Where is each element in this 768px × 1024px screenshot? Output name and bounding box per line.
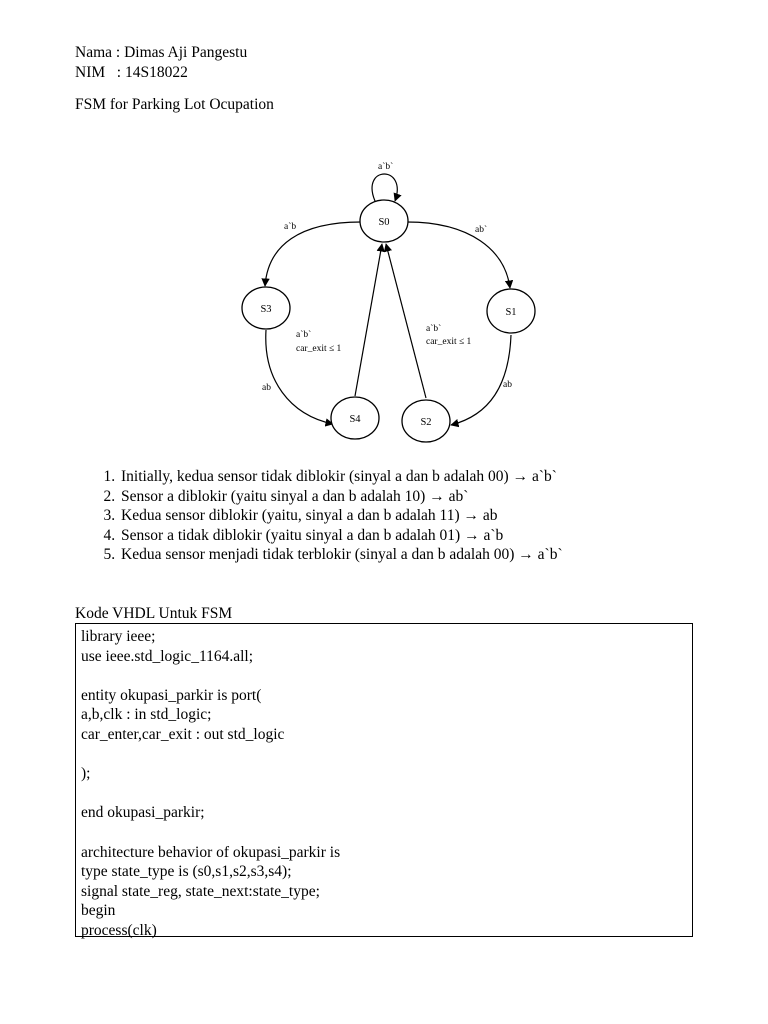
label-s1-to-s2: ab bbox=[503, 380, 512, 390]
fsm-diagram bbox=[0, 0, 768, 460]
edge-s1-to-s2 bbox=[451, 335, 511, 425]
label-s0-to-s3: a`b bbox=[284, 222, 297, 232]
code-line bbox=[81, 823, 692, 843]
list-item: 4. Sensor a tidak diblokir (yaitu sinyal a dan b adalah 01) → a`b bbox=[119, 526, 563, 546]
edge-s0-self bbox=[372, 174, 397, 201]
code-line: library ieee; bbox=[81, 628, 156, 645]
arrow-right-icon: → bbox=[463, 507, 479, 524]
label-s2-to-s0-cond1: a`b` bbox=[426, 324, 442, 334]
code-line: signal state_reg, state_next:state_type; bbox=[81, 882, 320, 900]
code-block bbox=[75, 623, 693, 937]
code-line: begin bbox=[81, 902, 116, 920]
list-item: 1. Initially, kedua sensor tidak diblokir (sinyal a dan b adalah 00) → a`b` bbox=[119, 467, 563, 487]
code-line: end okupasi_parkir; bbox=[81, 804, 205, 822]
label-s4-to-s0-cond2: car_exit ≤ 1 bbox=[296, 344, 342, 354]
code-line: entity okupasi_parkir is port( bbox=[81, 686, 262, 704]
student-nim: NIM : 14S18022 bbox=[75, 64, 188, 81]
state-s0-label: S0 bbox=[378, 217, 390, 228]
code-heading: Kode VHDL Untuk FSM bbox=[75, 605, 233, 622]
label-s3-to-s4: ab bbox=[262, 383, 271, 393]
code-line: process(clk) bbox=[81, 921, 157, 939]
code-line bbox=[81, 745, 692, 765]
edge-s4-to-s0 bbox=[355, 244, 382, 396]
arrow-right-icon: → bbox=[518, 546, 534, 563]
edge-s0-to-s3 bbox=[265, 222, 361, 286]
code-line: type state_type is (s0,s1,s2,s3,s4); bbox=[81, 863, 292, 881]
state-s1-label: S1 bbox=[505, 307, 517, 318]
arrow-right-icon: → bbox=[429, 487, 445, 505]
list-item: 2. Sensor a diblokir (yaitu sinyal a dan b adalah 10) → ab` bbox=[119, 487, 563, 507]
document-title: FSM for Parking Lot Ocupation bbox=[75, 96, 274, 113]
list-item: 3. Kedua sensor diblokir (yaitu, sinyal a dan b adalah 11) → ab bbox=[119, 506, 563, 526]
code-line: car_enter,car_exit : out std_logic bbox=[81, 725, 285, 743]
state-s4-label: S4 bbox=[349, 414, 361, 425]
label-s4-to-s0-cond1: a`b` bbox=[296, 330, 312, 340]
steps-list bbox=[75, 467, 563, 565]
label-s0-to-s1: ab` bbox=[475, 225, 488, 235]
code-line bbox=[81, 784, 692, 804]
code-line: ); bbox=[81, 765, 91, 783]
edge-s0-to-s1 bbox=[407, 222, 510, 288]
state-s2-label: S2 bbox=[420, 417, 432, 428]
list-item: 5. Kedua sensor menjadi tidak terblokir (sinyal a dan b adalah 00) → a`b` bbox=[119, 545, 563, 565]
code-line bbox=[81, 666, 692, 686]
arrow-right-icon: → bbox=[512, 468, 529, 485]
label-s2-to-s0-cond2: car_exit ≤ 1 bbox=[426, 337, 472, 347]
code-line: use ieee.std_logic_1164.all; bbox=[81, 647, 254, 665]
code-line: architecture behavior of okupasi_parkir is bbox=[81, 843, 341, 861]
label-s0-self: a`b` bbox=[378, 162, 394, 172]
arrow-right-icon: → bbox=[464, 526, 480, 544]
student-name: Nama : Dimas Aji Pangestu bbox=[75, 44, 248, 61]
edge-s2-to-s0 bbox=[386, 244, 426, 398]
state-s3-label: S3 bbox=[260, 304, 272, 315]
code-line: a,b,clk : in std_logic; bbox=[81, 706, 212, 724]
